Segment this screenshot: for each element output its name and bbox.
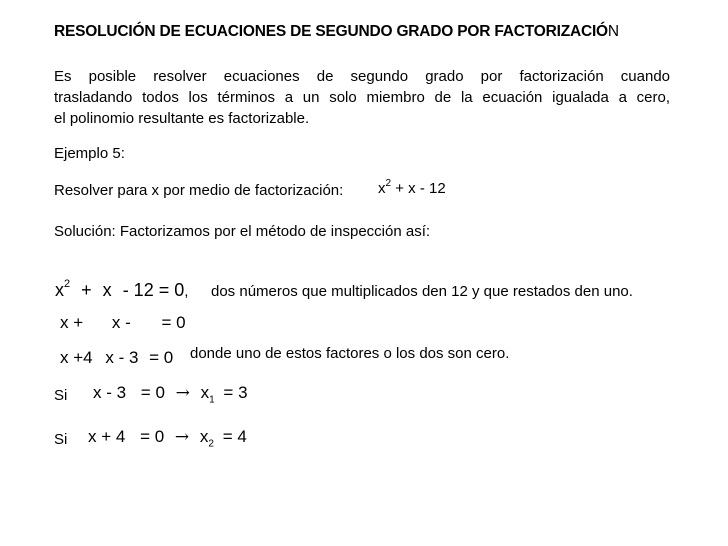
solution-text: Solución: Factorizamos por el método de inspección así: [54, 223, 431, 240]
factor-full-1: x +4 [60, 348, 93, 367]
factor-full-eq: = 0 [149, 348, 174, 367]
paragraph-line-3: el polinomio resultante es factorizable. [54, 110, 310, 127]
si1-result: = 3 [223, 383, 248, 402]
resolver-text: Resolver para x por medio de factorización: [54, 182, 344, 199]
si2-eq: = 0 [140, 427, 165, 446]
si2-result: = 4 [222, 427, 247, 446]
si2-equation [88, 427, 247, 449]
factor-blank-2: x - [111, 313, 131, 332]
eq-plus: + [81, 280, 92, 300]
si1-label: Si [54, 387, 68, 404]
eq-x: x [55, 280, 64, 300]
factor-full-note: donde uno de estos factores o los dos son cero. [190, 345, 510, 362]
si2-label: Si [54, 431, 68, 448]
factor-blank-1: x + [60, 313, 84, 332]
paragraph-line-2: trasladando todos los términos a un solo miembro de la ecuación igualada a cero, [54, 89, 670, 106]
factor-full [60, 348, 173, 368]
eq-comma: , [184, 283, 189, 300]
arrow-icon: → [175, 383, 190, 403]
main-equation [55, 280, 188, 301]
si2-var: x [199, 427, 209, 446]
si1-equation [93, 383, 248, 405]
expr-base: x [378, 180, 386, 197]
eq-exponent: 2 [64, 278, 71, 290]
si1-sub: 1 [209, 394, 215, 406]
title-main: RESOLUCIÓN DE ECUACIONES DE SEGUNDO GRADO POR FACTORIZACIÓ [54, 23, 608, 40]
paragraph-line-1: Es posible resolver ecuaciones de segundo grado por factorización cuando [54, 68, 670, 85]
example-label: Ejemplo 5: [54, 145, 125, 162]
factor-blank [60, 313, 186, 333]
eq-rest: - 12 = 0 [122, 280, 185, 300]
intro-paragraph [54, 66, 670, 129]
factor-full-2: x - 3 [105, 348, 139, 367]
expr-rest: + x - 12 [395, 180, 446, 197]
expr-exponent: 2 [385, 178, 392, 189]
title-last-letter: N [607, 23, 619, 40]
si1-eq: = 0 [140, 383, 165, 402]
resolver-expression [378, 180, 446, 197]
si2-sub: 2 [208, 438, 214, 450]
si1-lhs: x - 3 [93, 383, 127, 402]
si1-var: x [200, 383, 210, 402]
arrow-icon: → [174, 427, 190, 447]
equation-note: dos números que multiplicados den 12 y que restados den uno. [211, 283, 633, 300]
page-title [54, 23, 619, 41]
si2-lhs: x + 4 [88, 427, 126, 446]
factor-blank-eq: = 0 [161, 313, 186, 332]
eq-x2: x [102, 280, 112, 300]
